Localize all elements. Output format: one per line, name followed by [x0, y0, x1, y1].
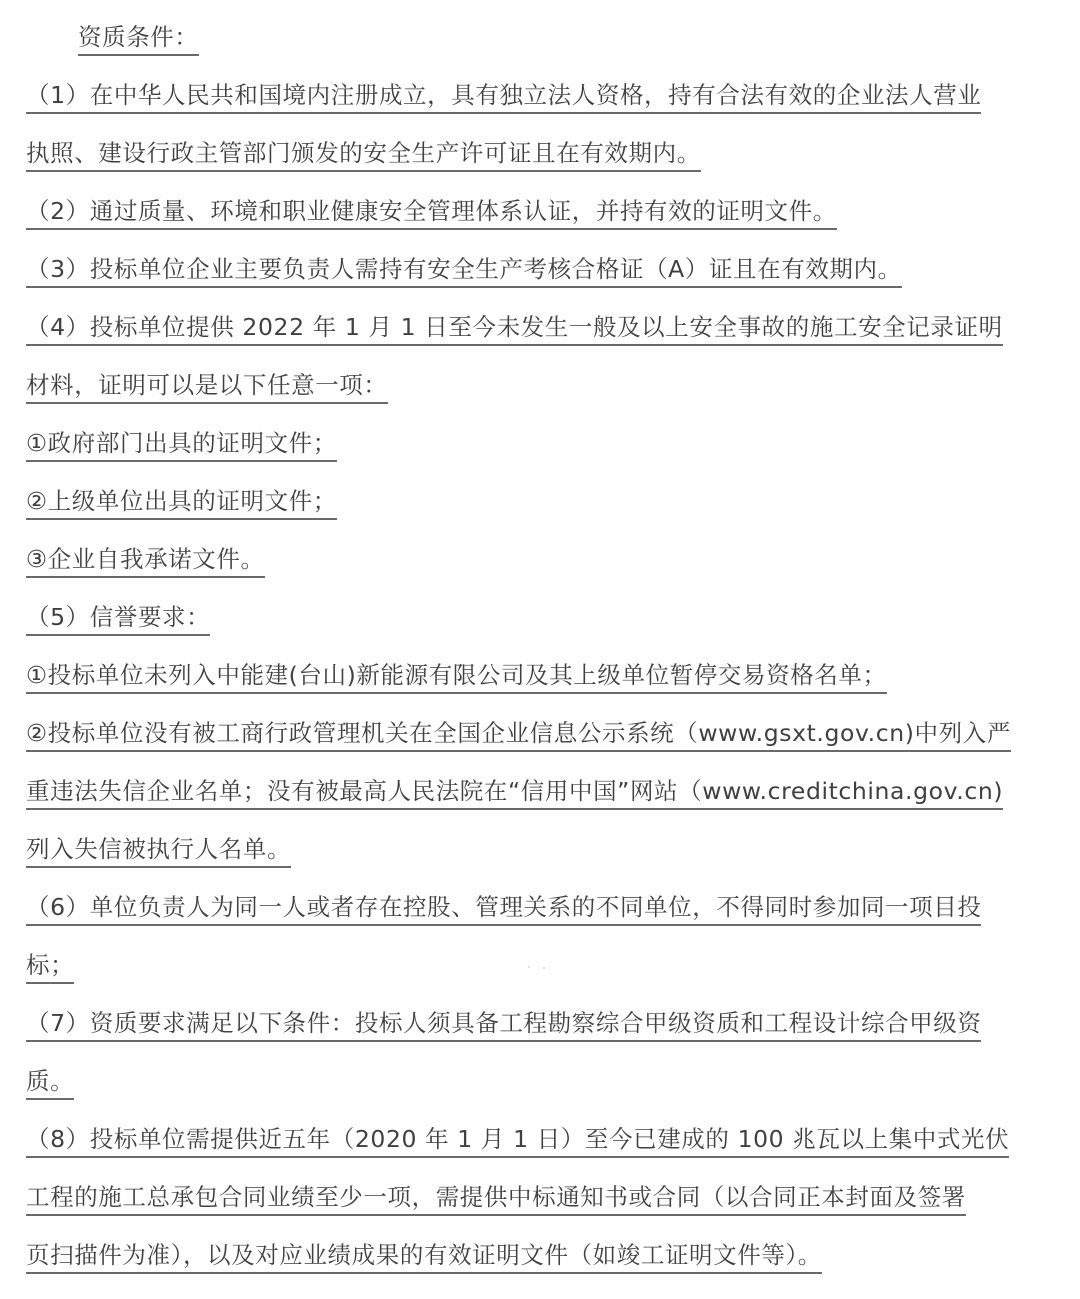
- requirement-line: [26, 1235, 822, 1275]
- requirement-line: [26, 1119, 1009, 1159]
- requirement-line: [26, 307, 1003, 347]
- requirement-5-option-2-line-3: 列入失信被执行人名单。: [26, 832, 291, 868]
- requirement-5-option-1: ①投标单位未列入中能建(台山)新能源有限公司及其上级单位暂停交易资格名单；: [26, 658, 887, 694]
- requirement-8-line-1: （8）投标单位需提供近五年（2020 年 1 月 1 日）至今已建成的 100 兆瓦以上集中式光伏: [26, 1122, 1009, 1158]
- requirement-line: [26, 191, 837, 231]
- requirement-line: [26, 945, 74, 985]
- requirement-5-option-2-line-2: 重违法失信企业名单；没有被最高人民法院在“信用中国”网站（www.creditchina.gov.cn): [26, 774, 1003, 810]
- requirement-8-line-3: 页扫描件为准），以及对应业绩成果的有效证明文件（如竣工证明文件等）。: [26, 1238, 822, 1274]
- requirement-4-option-2: ②上级单位出具的证明文件；: [26, 484, 337, 520]
- requirement-line: [26, 771, 1003, 811]
- requirement-4-option-1: ①政府部门出具的证明文件；: [26, 426, 337, 462]
- requirement-6-line-1: （6）单位负责人为同一人或者存在控股、管理关系的不同单位，不得同时参加同一项目投: [26, 890, 981, 926]
- requirement-4-option-3: ③企业自我承诺文件。: [26, 542, 265, 578]
- requirement-6-line-2: 标；: [26, 948, 74, 984]
- requirement-7-line-1: （7）资质要求满足以下条件：投标人须具备工程勘察综合甲级资质和工程设计综合甲级资: [26, 1006, 981, 1042]
- requirement-line: [26, 887, 981, 927]
- requirement-2: （2）通过质量、环境和职业健康安全管理体系认证，并持有效的证明文件。: [26, 194, 837, 230]
- requirement-line: [26, 1003, 981, 1043]
- requirement-line: [26, 1061, 74, 1101]
- requirement-4-line-2: 材料，证明可以是以下任意一项：: [26, 368, 388, 404]
- requirement-line: [26, 481, 337, 521]
- requirement-line: [26, 365, 388, 405]
- section-heading: [78, 17, 199, 57]
- requirement-1-line-2: 执照、建设行政主管部门颁发的安全生产许可证且在有效期内。: [26, 136, 701, 172]
- requirement-line: [26, 133, 701, 173]
- requirement-line: [26, 1177, 966, 1217]
- requirement-line: [26, 75, 981, 115]
- requirement-4-line-1: （4）投标单位提供 2022 年 1 月 1 日至今未发生一般及以上安全事故的施工安全记录证明: [26, 310, 1003, 346]
- requirement-line: [26, 597, 210, 637]
- requirement-line: [26, 713, 1011, 753]
- requirement-7-line-2: 质。: [26, 1064, 74, 1100]
- requirement-5: （5）信誉要求：: [26, 600, 210, 636]
- requirement-line: [26, 539, 265, 579]
- requirement-line: [26, 829, 291, 869]
- scan-speck: [543, 967, 545, 969]
- requirement-3: （3）投标单位企业主要负责人需持有安全生产考核合格证（A）证且在有效期内。: [26, 252, 902, 288]
- scan-speck: [528, 966, 530, 968]
- requirement-line: [26, 249, 902, 289]
- requirement-line: [26, 655, 887, 695]
- section-heading-text: 资质条件：: [78, 20, 199, 56]
- requirement-8-line-2: 工程的施工总承包合同业绩至少一项，需提供中标通知书或合同（以合同正本封面及签署: [26, 1180, 966, 1216]
- requirement-1-line-1: （1）在中华人民共和国境内注册成立，具有独立法人资格，持有合法有效的企业法人营业: [26, 78, 981, 114]
- requirement-line: [26, 423, 337, 463]
- requirement-5-option-2-line-1: ②投标单位没有被工商行政管理机关在全国企业信息公示系统（www.gsxt.gov.cn)中列入严: [26, 716, 1011, 752]
